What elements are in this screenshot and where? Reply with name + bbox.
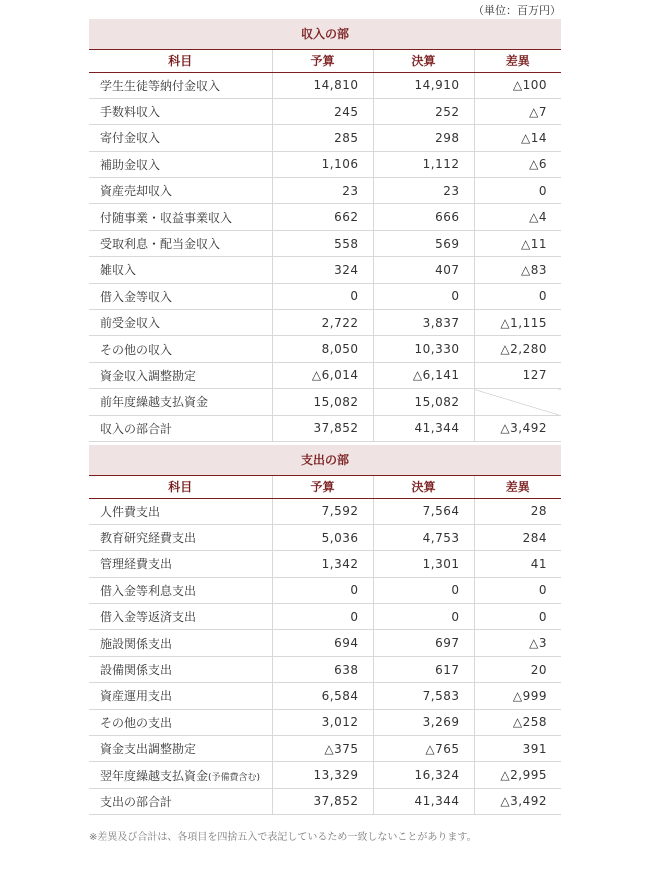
- table-row: [89, 72, 561, 98]
- row-diff: △1,115: [474, 310, 561, 336]
- row-actual: △6,141: [373, 362, 474, 388]
- row-item: [89, 498, 272, 524]
- row-diff: △3: [474, 630, 561, 656]
- row-diff: △6: [474, 151, 561, 177]
- row-item: [89, 178, 272, 204]
- row-item: [89, 336, 272, 362]
- row-budget: 8,050: [272, 336, 373, 362]
- row-actual: 252: [373, 98, 474, 124]
- row-actual: 666: [373, 204, 474, 230]
- total-diff: △3,492: [474, 788, 561, 814]
- row-actual: 569: [373, 230, 474, 256]
- row-actual: 407: [373, 257, 474, 283]
- row-diff: 0: [474, 604, 561, 630]
- table-row: [89, 577, 561, 603]
- row-item-label: 人件費支出: [100, 504, 161, 519]
- row-budget: 1,106: [272, 151, 373, 177]
- row-diff: 391: [474, 736, 561, 762]
- row-budget: 324: [272, 257, 373, 283]
- row-item-note: (予備費含む): [208, 772, 261, 783]
- header-item: 科目: [89, 49, 272, 72]
- row-diff: △11: [474, 230, 561, 256]
- row-item: [89, 230, 272, 256]
- header-budget: 予算: [272, 49, 373, 72]
- header-budget: 予算: [272, 475, 373, 498]
- row-budget: 6,584: [272, 683, 373, 709]
- row-budget: 285: [272, 125, 373, 151]
- row-item: [89, 310, 272, 336]
- total-row: [89, 415, 561, 441]
- row-diff: △258: [474, 709, 561, 735]
- row-item-label: 付随事業・収益事業収入: [100, 210, 233, 225]
- row-actual: 7,583: [373, 683, 474, 709]
- row-budget: 0: [272, 604, 373, 630]
- row-actual: 4,753: [373, 524, 474, 550]
- row-item: [89, 683, 272, 709]
- income-table: [89, 19, 561, 442]
- row-item: [89, 551, 272, 577]
- header-actual: 決算: [373, 49, 474, 72]
- row-budget: 0: [272, 283, 373, 309]
- row-item: [89, 762, 272, 788]
- row-item: [89, 283, 272, 309]
- table-row: [89, 310, 561, 336]
- row-item-label: 借入金等収入: [100, 289, 173, 304]
- row-actual: 0: [373, 577, 474, 603]
- row-actual: 617: [373, 656, 474, 682]
- row-budget: 7,592: [272, 498, 373, 524]
- row-actual: 15,082: [373, 389, 474, 415]
- row-item-label: 補助金収入: [100, 157, 161, 172]
- row-diff: 0: [474, 178, 561, 204]
- row-actual: 10,330: [373, 336, 474, 362]
- row-budget: 0: [272, 577, 373, 603]
- footnote: ※差異及び合計は、各項目を四捨五入で表記しているため一致しないことがあります。: [89, 832, 477, 843]
- row-budget: 1,342: [272, 551, 373, 577]
- row-item-label: 施設関係支出: [100, 636, 173, 651]
- row-item-label: その他の支出: [100, 715, 173, 730]
- row-diff: △100: [474, 72, 561, 98]
- row-item-label: 学生生徒等納付金収入: [100, 78, 221, 93]
- row-budget: 2,722: [272, 310, 373, 336]
- expense-table: [89, 445, 561, 815]
- total-row: [89, 788, 561, 814]
- row-diff: △83: [474, 257, 561, 283]
- table-row: [89, 524, 561, 550]
- row-diff: △2,995: [474, 762, 561, 788]
- row-diff: △2,280: [474, 336, 561, 362]
- row-item: [89, 524, 272, 550]
- row-diff: [474, 389, 561, 415]
- row-item-label: 資産運用支出: [100, 689, 173, 704]
- unit-label: （単位：百万円）: [473, 4, 561, 17]
- table-row: [89, 336, 561, 362]
- table-row: [89, 683, 561, 709]
- row-item-label: 資産売却収入: [100, 184, 173, 199]
- row-budget: 245: [272, 98, 373, 124]
- table-row: [89, 362, 561, 388]
- row-item: [89, 736, 272, 762]
- row-item-label: 前年度繰越支払資金: [100, 395, 209, 410]
- row-actual: △765: [373, 736, 474, 762]
- row-budget: 15,082: [272, 389, 373, 415]
- row-item: [89, 125, 272, 151]
- row-item: [89, 151, 272, 177]
- row-actual: 16,324: [373, 762, 474, 788]
- total-budget: 37,852: [272, 788, 373, 814]
- header-diff: 差異: [474, 475, 561, 498]
- header-actual: 決算: [373, 475, 474, 498]
- table-row: [89, 604, 561, 630]
- header-diff: 差異: [474, 49, 561, 72]
- row-diff: △4: [474, 204, 561, 230]
- row-item-label: その他の収入: [100, 342, 173, 357]
- row-item-label: 翌年度繰越支払資金: [100, 768, 209, 783]
- row-actual: 697: [373, 630, 474, 656]
- row-item-label: 前受金収入: [100, 316, 161, 331]
- row-item-label: 借入金等利息支出: [100, 583, 197, 598]
- row-actual: 14,910: [373, 72, 474, 98]
- table-row: [89, 178, 561, 204]
- table-row: [89, 389, 561, 415]
- row-item: [89, 204, 272, 230]
- table-row: [89, 709, 561, 735]
- row-actual: 23: [373, 178, 474, 204]
- row-item: [89, 604, 272, 630]
- table-row: [89, 736, 561, 762]
- row-item: [89, 257, 272, 283]
- row-diff: 127: [474, 362, 561, 388]
- row-diff: 284: [474, 524, 561, 550]
- total-budget: 37,852: [272, 415, 373, 441]
- row-actual: 0: [373, 604, 474, 630]
- row-item: [89, 577, 272, 603]
- row-item: [89, 389, 272, 415]
- row-actual: 1,112: [373, 151, 474, 177]
- header-item: 科目: [89, 475, 272, 498]
- expense-section-title: 支出の部: [89, 445, 561, 475]
- table-row: [89, 151, 561, 177]
- row-budget: △6,014: [272, 362, 373, 388]
- row-actual: 1,301: [373, 551, 474, 577]
- row-budget: 13,329: [272, 762, 373, 788]
- table-row: [89, 498, 561, 524]
- row-item: [89, 709, 272, 735]
- total-actual: 41,344: [373, 788, 474, 814]
- row-budget: 5,036: [272, 524, 373, 550]
- row-actual: 7,564: [373, 498, 474, 524]
- table-row: [89, 551, 561, 577]
- row-diff: 0: [474, 577, 561, 603]
- row-diff: 28: [474, 498, 561, 524]
- row-diff: 0: [474, 283, 561, 309]
- total-diff: △3,492: [474, 415, 561, 441]
- row-item-label: 管理経費支出: [100, 557, 173, 572]
- row-item-label: 手数料収入: [100, 105, 161, 120]
- total-item: 支出の部合計: [89, 788, 272, 814]
- table-row: [89, 656, 561, 682]
- row-diff: 41: [474, 551, 561, 577]
- row-diff: △14: [474, 125, 561, 151]
- row-item: [89, 630, 272, 656]
- total-item: 収入の部合計: [89, 415, 272, 441]
- row-budget: 638: [272, 656, 373, 682]
- table-row: [89, 230, 561, 256]
- total-actual: 41,344: [373, 415, 474, 441]
- row-actual: 0: [373, 283, 474, 309]
- row-budget: 662: [272, 204, 373, 230]
- row-item-label: 設備関係支出: [100, 663, 173, 678]
- row-item-label: 借入金等返済支出: [100, 610, 197, 625]
- row-diff: △999: [474, 683, 561, 709]
- row-diff: 20: [474, 656, 561, 682]
- row-actual: 298: [373, 125, 474, 151]
- row-item-label: 資金支出調整勘定: [100, 742, 197, 757]
- row-actual: 3,837: [373, 310, 474, 336]
- table-row: [89, 98, 561, 124]
- table-row: [89, 257, 561, 283]
- row-diff: △7: [474, 98, 561, 124]
- table-row: [89, 283, 561, 309]
- income-section-title: 収入の部: [89, 19, 561, 49]
- row-item-label: 雑収入: [100, 263, 137, 278]
- table-row: [89, 762, 561, 788]
- row-item: [89, 98, 272, 124]
- row-item-label: 受取利息・配当金収入: [100, 237, 221, 252]
- row-budget: 558: [272, 230, 373, 256]
- row-item-label: 資金収入調整勘定: [100, 368, 197, 383]
- row-budget: △375: [272, 736, 373, 762]
- row-item: [89, 362, 272, 388]
- table-row: [89, 630, 561, 656]
- table-row: [89, 204, 561, 230]
- row-item: [89, 72, 272, 98]
- row-budget: 694: [272, 630, 373, 656]
- row-item-label: 教育研究経費支出: [100, 531, 197, 546]
- table-row: [89, 125, 561, 151]
- row-budget: 14,810: [272, 72, 373, 98]
- row-budget: 3,012: [272, 709, 373, 735]
- row-item-label: 寄付金収入: [100, 131, 161, 146]
- row-item: [89, 656, 272, 682]
- row-budget: 23: [272, 178, 373, 204]
- row-actual: 3,269: [373, 709, 474, 735]
